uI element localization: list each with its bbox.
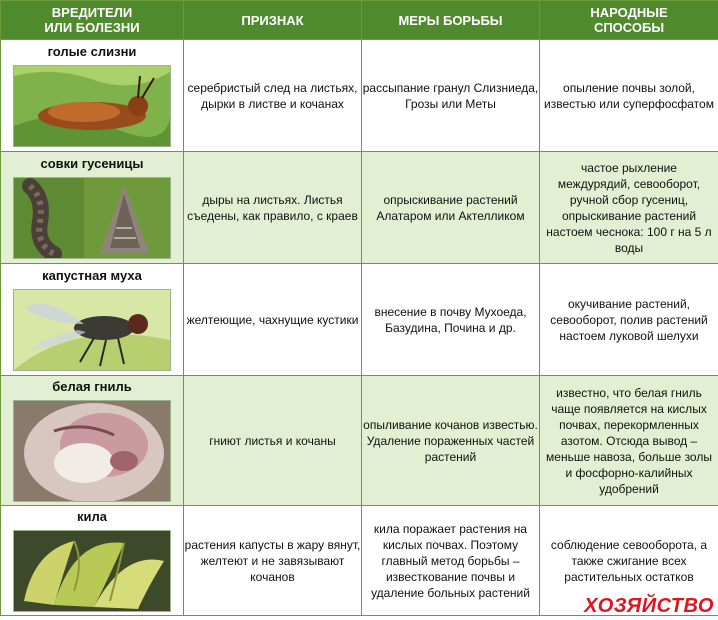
pest-cell [1, 40, 184, 152]
table-row [1, 376, 718, 506]
folk-cell: соблюдение севооборота, а также сжигание всех растительных остатков [540, 506, 718, 616]
header-sign-label: ПРИЗНАК [241, 12, 304, 28]
header-pests-label: ВРЕДИТЕЛИ ИЛИ БОЛЕЗНИ [44, 5, 140, 35]
measures-cell: кила поражает растения на кислых почвах. Поэтому главный метод борьбы – известкование почвы и удаление больных растений [362, 506, 540, 616]
pest-cell [1, 376, 184, 506]
table-row [1, 264, 718, 376]
header-row [1, 1, 718, 40]
slug-photo-icon [13, 65, 171, 147]
pest-cell [1, 506, 184, 616]
pest-cell [1, 152, 184, 264]
pest-name: белая гниль [52, 379, 132, 394]
header-folk-label: НАРОДНЫЕ СПОСОБЫ [590, 5, 668, 35]
cabbage-fly-photo-icon [13, 289, 171, 371]
folk-cell: известно, что белая гниль чаще появляется на кислых почвах, перекормленных азотом. Отсюда вывод – меньше навоза, больше золы и фосфорно-калийных удобрений [540, 376, 718, 506]
header-measures-label: МЕРЫ БОРЬБЫ [398, 12, 503, 28]
header-measures [362, 1, 540, 40]
pest-name: кила [77, 509, 107, 524]
sign-cell: растения капусты в жару вянут, желтеют и не завязывают кочанов [184, 506, 362, 616]
pest-name: совки гусеницы [40, 156, 144, 171]
measures-cell: рассыпание гранул Слизниеда, Грозы или Меты [362, 40, 540, 152]
measures-cell: опрыскивание растений Алатаром или Актелликом [362, 152, 540, 264]
folk-cell: частое рыхление междурядий, севооборот, ручной сбор гусениц, опрыскивание растений настоем чеснока: 100 г на 5 л воды [540, 152, 718, 264]
header-pests [1, 1, 184, 40]
pest-name: голые слизни [47, 44, 137, 59]
folk-cell: опыление почвы золой, известью или суперфосфатом [540, 40, 718, 152]
sign-cell: серебристый след на листьях, дырки в листве и кочанах [184, 40, 362, 152]
table-row [1, 152, 718, 264]
measures-cell: опыливание кочанов известью. Удаление пораженных частей растений [362, 376, 540, 506]
measures-cell: внесение в почву Мухоеда, Базудина, Почина и др. [362, 264, 540, 376]
sign-cell: дыры на листьях. Листья съедены, как правило, с краев [184, 152, 362, 264]
folk-cell: окучивание растений, севооборот, полив растений настоем луковой шелухи [540, 264, 718, 376]
pest-cell [1, 264, 184, 376]
cutworm-moth-photo-icon [13, 177, 171, 259]
header-sign [184, 1, 362, 40]
pest-name: капустная муха [42, 268, 142, 283]
sign-cell: желтеющие, чахнущие кустики [184, 264, 362, 376]
clubroot-photo-icon [13, 530, 171, 612]
sign-cell: гниют листья и кочаны [184, 376, 362, 506]
brand-watermark: ХОЗЯЙСТВО [584, 595, 714, 617]
table-row [1, 40, 718, 152]
header-folk [540, 1, 718, 40]
white-rot-photo-icon [13, 400, 171, 502]
